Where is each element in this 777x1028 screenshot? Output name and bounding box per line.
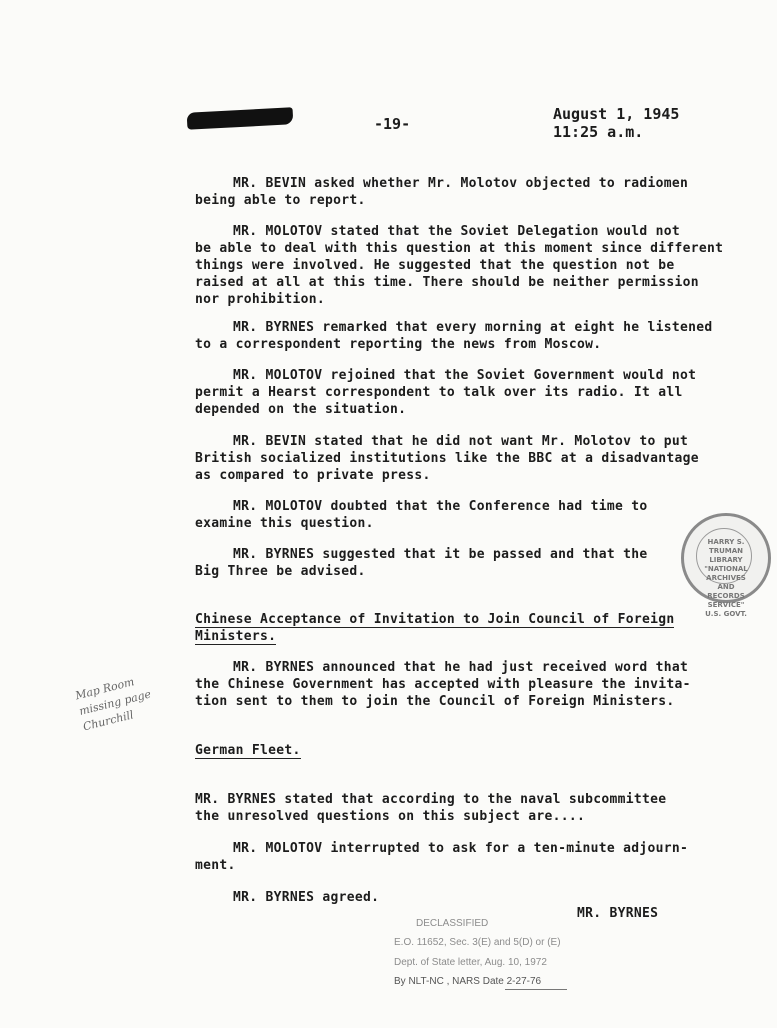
- stamp-text: HARRY S. TRUMAN LIBRARY "NATIONAL ARCHIVES AND RECORDS SERVICE" U.S. GOVT.: [704, 538, 748, 618]
- body-line: the Chinese Government has accepted with pleasure the invita-: [195, 677, 691, 692]
- date: August 1, 1945: [553, 105, 680, 123]
- body-line: MR. BYRNES remarked that every morning at eight he listened: [233, 320, 713, 335]
- section-heading: German Fleet.: [195, 743, 301, 758]
- body-line: ment.: [195, 858, 236, 873]
- body-line: tion sent to them to join the Council of Foreign Ministers.: [195, 694, 675, 709]
- body-line: MR. BYRNES agreed.: [233, 890, 380, 905]
- body-line: Big Three be advised.: [195, 564, 366, 579]
- section-heading: Ministers.: [195, 629, 277, 644]
- signature-block: MR. BYRNES: [577, 906, 659, 921]
- declassified-authority: E.O. 11652, Sec. 3(E) and 5(D) or (E): [394, 937, 561, 948]
- declassified-by: By NLT-NC , NARS Date 2-27-76: [394, 976, 542, 987]
- body-line: things were involved. He suggested that the question not be: [195, 258, 675, 273]
- body-line: to a correspondent reporting the news from Moscow.: [195, 337, 602, 352]
- body-line: MR. MOLOTOV stated that the Soviet Delegation would not: [233, 224, 680, 239]
- handwritten-margin-note: Map Room missing page Churchill: [73, 675, 153, 734]
- declassified-label: DECLASSIFIED: [416, 918, 489, 929]
- body-line: MR. BYRNES suggested that it be passed and that the: [233, 547, 648, 562]
- body-line: MR. MOLOTOV rejoined that the Soviet Government would not: [233, 368, 697, 383]
- body-line: be able to deal with this question at this moment since different: [195, 241, 724, 256]
- body-line: examine this question.: [195, 516, 374, 531]
- body-line: depended on the situation.: [195, 402, 407, 417]
- body-line: MR. BEVIN stated that he did not want Mr. Molotov to put: [233, 434, 689, 449]
- archive-stamp: [681, 513, 771, 618]
- body-line: MR. BYRNES announced that he had just received word that: [233, 660, 689, 675]
- body-line: MR. MOLOTOV interrupted to ask for a ten-minute adjourn-: [233, 841, 689, 856]
- page-number: -19-: [374, 115, 411, 133]
- body-line: MR. MOLOTOV doubted that the Conference had time to: [233, 499, 648, 514]
- declassified-date-underline: [505, 989, 567, 990]
- body-line: the unresolved questions on this subject are....: [195, 809, 586, 824]
- body-line: British socialized institutions like the BBC at a disadvantage: [195, 451, 699, 466]
- body-line: permit a Hearst correspondent to talk over its radio. It all: [195, 385, 683, 400]
- body-line: nor prohibition.: [195, 292, 326, 307]
- body-line: MR. BYRNES stated that according to the naval subcommittee: [195, 792, 667, 807]
- body-line: being able to report.: [195, 193, 366, 208]
- time: 11:25 a.m.: [553, 123, 644, 141]
- section-heading: Chinese Acceptance of Invitation to Join Council of Foreign: [195, 612, 675, 627]
- declassified-letter: Dept. of State letter, Aug. 10, 1972: [394, 957, 547, 968]
- body-line: as compared to private press.: [195, 468, 431, 483]
- body-line: raised at all at this time. There should be neither permission: [195, 275, 699, 290]
- body-line: MR. BEVIN asked whether Mr. Molotov objected to radiomen: [233, 176, 689, 191]
